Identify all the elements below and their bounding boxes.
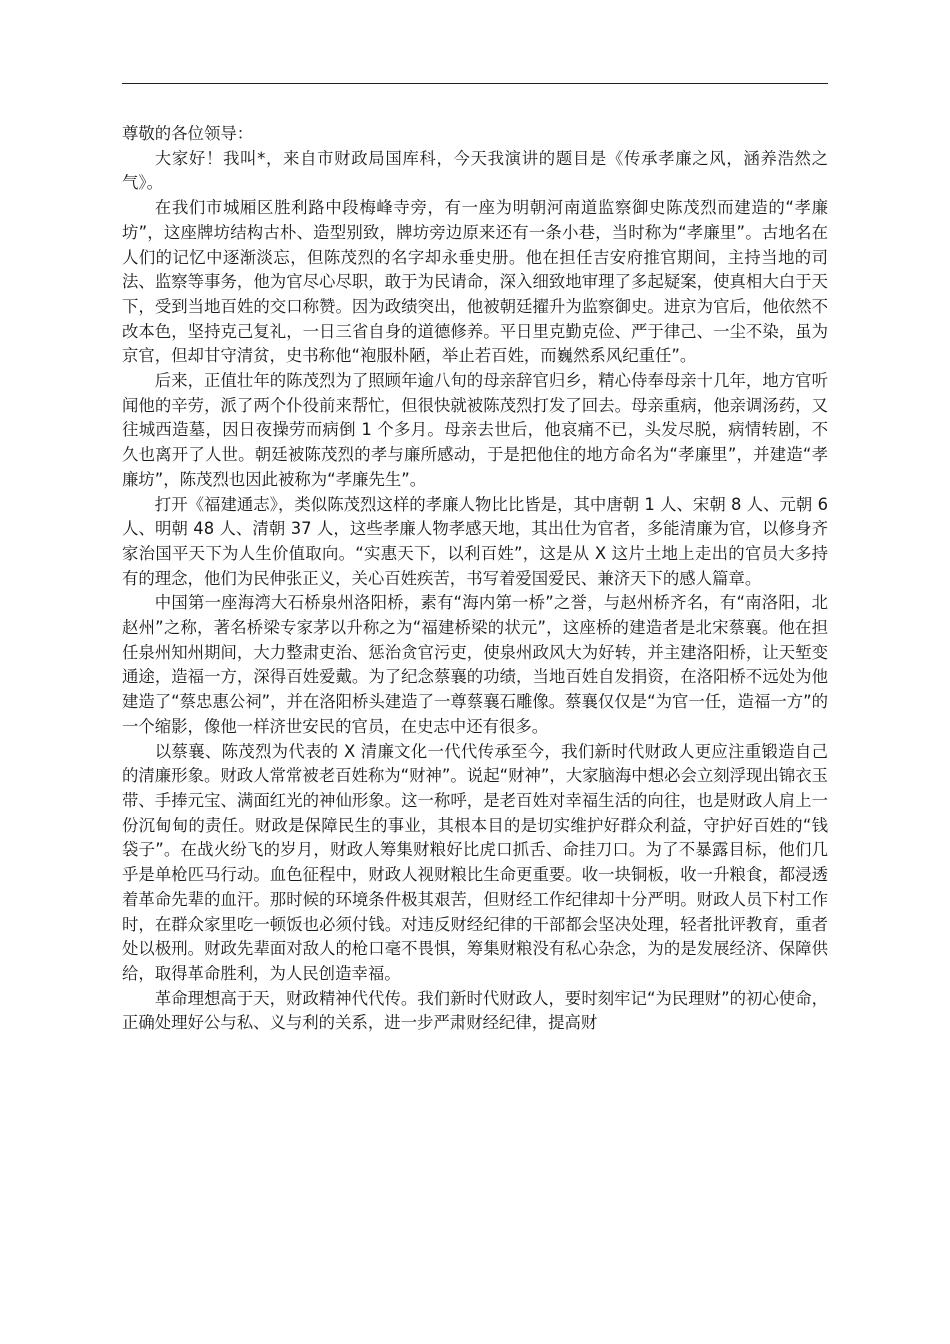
paragraph-xiaolian-fang: 在我们市城厢区胜利路中段梅峰寺旁，有一座为明朝河南道监察御史陈茂烈而建造的“孝廉坊”，这座牌坊结构古朴、造型别致，牌坊旁边原来还有一条小巷，当时称为“孝廉里”。古地名在人们的记忆中逐渐淡忘，但陈茂烈的名字却永垂史册。他在担任吉安府推官期间，主持当地的司法、监察等事务，他为官尽心尽职，敢于为民请命，深入细致地审理了多起疑案，使真相大白于天下，受到当地百姓的交口称赞。因为政绩突出，他被朝廷擢升为监察御史。进京为官后，他依然不改本色，坚持克己复礼，一日三省自身的道德修养。平日里克勤克俭、严于律己、一尘不染，虽为京官，但却甘守清贫，史书称他“袍服朴陋，举止若百姓，而巍然系风纪重任”。 (122, 198, 828, 366)
paragraph-luoyang-bridge: 中国第一座海湾大石桥泉州洛阳桥，素有“海内第一桥”之誉，与赵州桥齐名，有“南洛阳，北赵州”之称，著名桥梁专家茅以升称之为“福建桥梁的状元”，这座桥的建造者是北宋蔡襄。他在担任泉州知州期间，大力整肃吏治、惩治贪官污吏，使泉州政风大为好转，并主建洛阳桥，让天堑变通途，造福一方，深得百姓爱戴。为了纪念蔡襄的功绩，当地百姓自发捐资，在洛阳桥不远处为他建造了“蔡忠惠公祠”，并在洛阳桥头建造了一尊蔡襄石雕像。蔡襄仅仅是“为官一任，造福一方”的一个缩影，像他一样济世安民的官员，在史志中还有很多。 (122, 593, 828, 736)
paragraph-intro: 大家好！我叫*，来自市财政局国库科，今天我演讲的题目是《传承孝廉之风，涵养浩然之气》。 (122, 148, 828, 193)
paragraph-fujian-tongzhi: 打开《福建通志》，类似陈茂烈这样的孝廉人物比比皆是，其中唐朝 1 人、宋朝 8 人、元朝 6 人、明朝 48 人、清朝 37 人，这些孝廉人物孝感天地，其出仕为官者，多能清廉为官，以修身齐家治国平天下为人生价值取向。“实惠天下，以利百姓”，这是从 X 这片土地上走出的官员大多持有的理念，他们为民伸张正义，关心百姓疾苦，书写着爱国爱民、兼济天下的感人篇章。 (122, 494, 828, 588)
header-divider (122, 83, 828, 84)
salutation: 尊敬的各位领导： (122, 124, 254, 143)
paragraph-revolution-ideal: 革命理想高于天，财政精神代代传。我们新时代财政人，要时刻牢记“为民理财”的初心使命，正确处理好公与私、义与利的关系，进一步严肃财经纪律，提高财 (122, 988, 828, 1033)
speech-body (122, 122, 828, 1036)
paragraph-finance-people: 以蔡襄、陈茂烈为代表的 X 清廉文化一代代传承至今，我们新时代财政人更应注重锻造自己的清廉形象。财政人常常被老百姓称为“财神”。说起“财神”，大家脑海中想必会立刻浮现出锦衣玉带、手捧元宝、满面红光的神仙形象。这一称呼，是老百姓对幸福生活的向往，也是财政人肩上一份沉甸甸的责任。财政是保障民生的事业，其根本目的是切实维护好群众利益，守护好百姓的“钱袋子”。在战火纷飞的岁月，财政人筹集财粮好比虎口抓舌、命挂刀口。为了不暴露目标，他们几乎是单枪匹马行动。血色征程中，财政人视财粮比生命更重要。收一块铜板，收一升粮食，都浸透着革命先辈的血汗。那时候的环境条件极其艰苦，但财经工作纪律却十分严明。财政人员下村工作时，在群众家里吃一顿饭也必须付钱。对违反财经纪律的干部都会坚决处理，轻者批评教育，重者处以极刑。财政先辈面对敌人的枪口毫不畏惧，筹集财粮没有私心杂念，为的是发展经济、保障供给，取得革命胜利，为人民创造幸福。 (122, 741, 828, 983)
paragraph-chen-maolie-mother: 后来，正值壮年的陈茂烈为了照顾年逾八旬的母亲辞官归乡，精心侍奉母亲十几年，地方官听闻他的辛劳，派了两个仆役前来帮忙，但很快就被陈茂烈打发了回去。母亲重病，他亲调汤药，又往城西造墓，因日夜操劳而病倒 1 个多月。母亲去世后，他哀痛不已，头发尽脱，病情转剧，不久也离开了人世。朝廷被陈茂烈的孝与廉所感动，于是把他住的地方命名为“孝廉里”，并建造“孝廉坊”，陈茂烈也因此被称为“孝廉先生”。 (122, 371, 828, 489)
document-page (122, 0, 828, 1344)
